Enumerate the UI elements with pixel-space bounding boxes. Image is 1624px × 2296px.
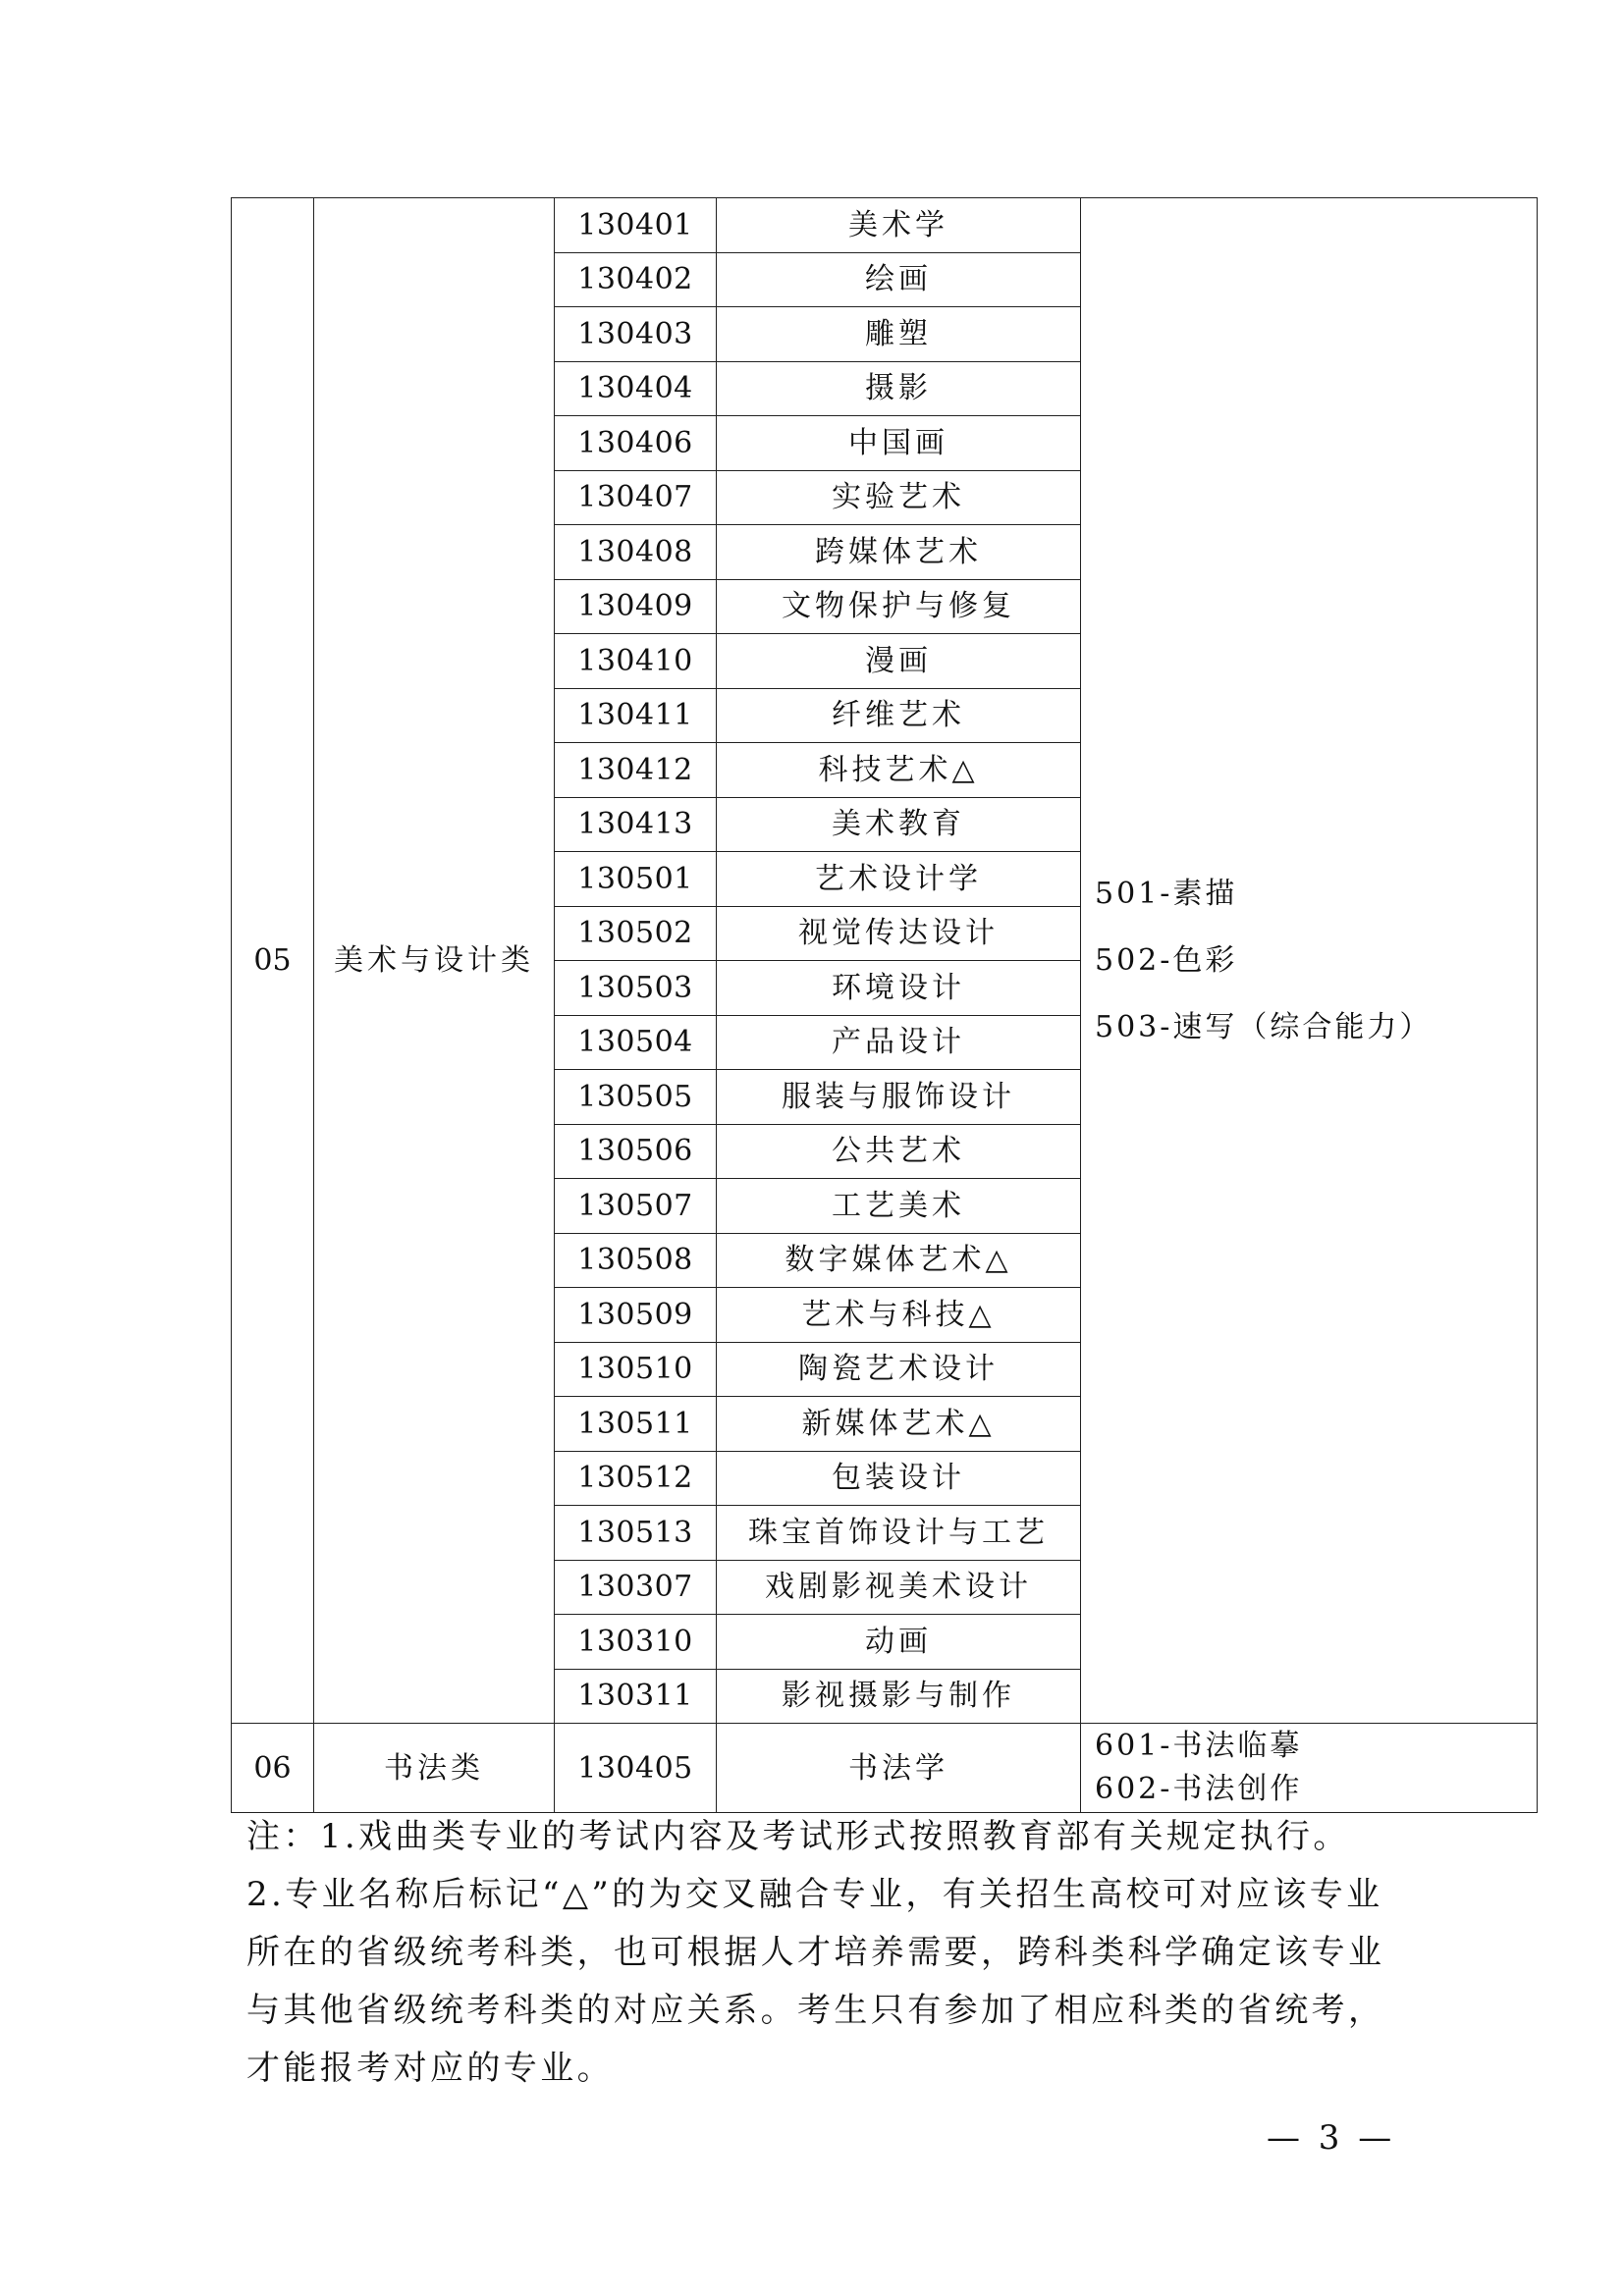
major-code-cell: 130403 bbox=[555, 307, 717, 362]
major-name-cell: 文物保护与修复 bbox=[717, 579, 1081, 634]
major-name-cell: 雕塑 bbox=[717, 307, 1081, 362]
major-code-cell: 130504 bbox=[555, 1015, 717, 1070]
major-code-cell: 130510 bbox=[555, 1342, 717, 1397]
major-code-cell: 130402 bbox=[555, 252, 717, 307]
major-code-cell: 130404 bbox=[555, 361, 717, 416]
page-number: — 3 — bbox=[1267, 2118, 1396, 2158]
major-code-cell: 130505 bbox=[555, 1070, 717, 1125]
major-name-cell: 艺术设计学 bbox=[717, 852, 1081, 907]
major-code-cell: 130502 bbox=[555, 906, 717, 961]
major-code-cell: 130503 bbox=[555, 961, 717, 1016]
major-code-cell: 130413 bbox=[555, 797, 717, 852]
major-name-cell: 陶瓷艺术设计 bbox=[717, 1342, 1081, 1397]
major-code-cell: 130508 bbox=[555, 1233, 717, 1288]
category-name-cell: 美术与设计类 bbox=[314, 198, 555, 1724]
major-name-cell: 珠宝首饰设计与工艺 bbox=[717, 1506, 1081, 1561]
major-code-cell: 130406 bbox=[555, 416, 717, 471]
exam-subjects-cell bbox=[1081, 1724, 1538, 1813]
major-name-cell: 美术学 bbox=[717, 198, 1081, 253]
major-name-cell: 公共艺术 bbox=[717, 1124, 1081, 1179]
table-body bbox=[232, 198, 1538, 1813]
major-name-cell: 数字媒体艺术△ bbox=[717, 1233, 1081, 1288]
major-name-cell: 摄影 bbox=[717, 361, 1081, 416]
exam-subject: 501-素描 bbox=[1095, 876, 1238, 911]
major-code-cell: 130408 bbox=[555, 525, 717, 580]
note-1: 注：1.戏曲类专业的考试内容及考试形式按照教育部有关规定执行。 bbox=[246, 1817, 1350, 1856]
major-code-cell: 130513 bbox=[555, 1506, 717, 1561]
major-name-cell: 艺术与科技△ bbox=[717, 1288, 1081, 1343]
major-code-cell: 130509 bbox=[555, 1288, 717, 1343]
major-code-cell: 130506 bbox=[555, 1124, 717, 1179]
major-code-cell: 130409 bbox=[555, 579, 717, 634]
major-name-cell: 绘画 bbox=[717, 252, 1081, 307]
major-code-cell: 130512 bbox=[555, 1451, 717, 1506]
table-row bbox=[232, 1724, 1538, 1813]
major-name-cell: 动画 bbox=[717, 1615, 1081, 1670]
major-code-cell: 130410 bbox=[555, 634, 717, 689]
major-name-cell: 科技艺术△ bbox=[717, 743, 1081, 798]
major-name-cell: 漫画 bbox=[717, 634, 1081, 689]
exam-subject: 602-书法创作 bbox=[1095, 1772, 1303, 1806]
major-code-cell: 130507 bbox=[555, 1179, 717, 1234]
category-name-cell: 书法类 bbox=[314, 1724, 555, 1813]
major-name-cell: 跨媒体艺术 bbox=[717, 525, 1081, 580]
major-code-cell: 130407 bbox=[555, 470, 717, 525]
category-code-cell: 05 bbox=[232, 198, 314, 1724]
major-code-cell: 130311 bbox=[555, 1669, 717, 1724]
major-code-cell: 130405 bbox=[555, 1724, 717, 1813]
exam-subjects-cell bbox=[1081, 198, 1538, 1724]
major-name-cell: 实验艺术 bbox=[717, 470, 1081, 525]
major-code-cell: 130401 bbox=[555, 198, 717, 253]
major-name-cell: 中国画 bbox=[717, 416, 1081, 471]
major-code-cell: 130307 bbox=[555, 1560, 717, 1615]
majors-table bbox=[231, 197, 1538, 1813]
exam-subject: 502-色彩 bbox=[1095, 942, 1238, 978]
major-name-cell: 工艺美术 bbox=[717, 1179, 1081, 1234]
major-name-cell: 影视摄影与制作 bbox=[717, 1669, 1081, 1724]
major-name-cell: 纤维艺术 bbox=[717, 688, 1081, 743]
major-code-cell: 130411 bbox=[555, 688, 717, 743]
major-name-cell: 美术教育 bbox=[717, 797, 1081, 852]
table-row bbox=[232, 198, 1538, 253]
exam-subject: 601-书法临摹 bbox=[1095, 1729, 1303, 1763]
major-name-cell: 新媒体艺术△ bbox=[717, 1397, 1081, 1452]
note-2: 2.专业名称后标记“△”的为交叉融合专业，有关招生高校可对应该专业所在的省级统考科类，也可根据人才培养需要，跨科类科学确定该专业与其他省级统考科类的对应关系。考生只有参加了相应科类的省统考，才能报考对应的专业。 bbox=[246, 1875, 1385, 2088]
major-name-cell: 戏剧影视美术设计 bbox=[717, 1560, 1081, 1615]
category-code-cell: 06 bbox=[232, 1724, 314, 1813]
notes-section bbox=[246, 1808, 1395, 2098]
major-name-cell: 书法学 bbox=[717, 1724, 1081, 1813]
major-code-cell: 130511 bbox=[555, 1397, 717, 1452]
major-name-cell: 环境设计 bbox=[717, 961, 1081, 1016]
major-code-cell: 130501 bbox=[555, 852, 717, 907]
exam-subject: 503-速写（综合能力） bbox=[1095, 1009, 1433, 1044]
major-code-cell: 130412 bbox=[555, 743, 717, 798]
major-name-cell: 包装设计 bbox=[717, 1451, 1081, 1506]
major-code-cell: 130310 bbox=[555, 1615, 717, 1670]
major-name-cell: 产品设计 bbox=[717, 1015, 1081, 1070]
major-name-cell: 视觉传达设计 bbox=[717, 906, 1081, 961]
major-name-cell: 服装与服饰设计 bbox=[717, 1070, 1081, 1125]
